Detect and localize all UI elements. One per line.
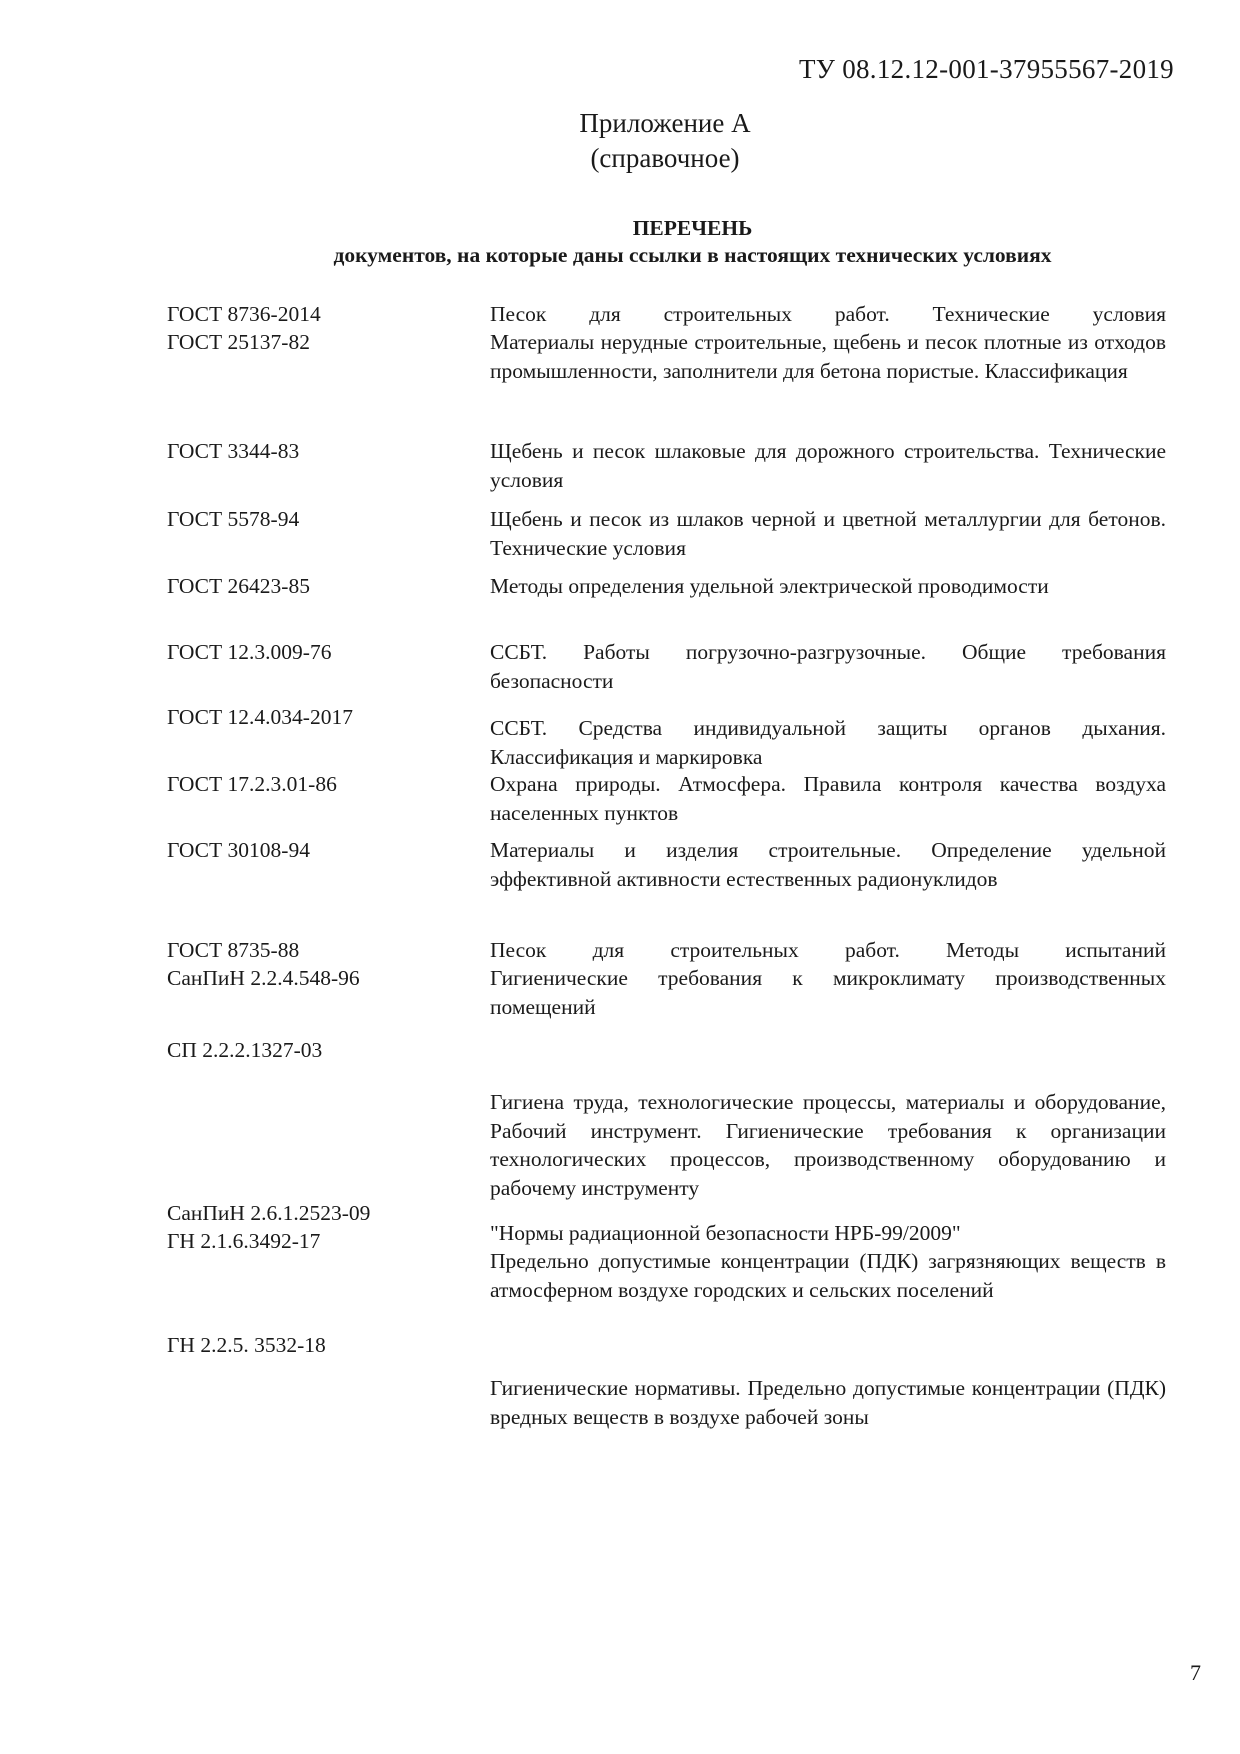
doc-title: ССБТ. Работы погрузочно-разгрузочные. Общие требования безопасности (490, 640, 1166, 693)
doc-code: СанПиН 2.2.4.548-96 (167, 966, 360, 990)
doc-title: Гигиена труда, технологические процессы, материалы и оборудование, Рабочий инструмент. Гигиенические требования к организации технологических процессов, производственному оборудованию и рабочему инструменту (490, 1090, 1166, 1200)
doc-title: Песок для строительных работ. Методы испытаний (490, 938, 1166, 962)
appendix-note: (справочное) (590, 143, 740, 173)
doc-code: ГОСТ 26423-85 (167, 574, 310, 598)
doc-code: ГОСТ 12.3.009-76 (167, 640, 332, 664)
doc-title: Охрана природы. Атмосфера. Правила контроля качества воздуха населенных пунктов (490, 772, 1166, 825)
doc-title: "Нормы радиационной безопасности НРБ-99/2009" (490, 1221, 961, 1245)
doc-title: Песок для строительных работ. Технические условия (490, 302, 1166, 326)
doc-code: ГОСТ 17.2.3.01-86 (167, 772, 337, 796)
doc-code: ГОСТ 30108-94 (167, 838, 310, 862)
doc-code: ГОСТ 12.4.034-2017 (167, 705, 353, 729)
doc-code: СанПиН 2.6.1.2523-09 (167, 1201, 371, 1225)
list-title: ПЕРЕЧЕНЬ (632, 216, 753, 240)
doc-code: ГОСТ 3344-83 (167, 439, 300, 463)
doc-code: ГН 2.2.5. 3532-18 (167, 1333, 326, 1357)
doc-title: Методы определения удельной электрической проводимости (490, 574, 1049, 598)
doc-code: ГН 2.1.6.3492-17 (167, 1229, 321, 1253)
doc-title: Щебень и песок из шлаков черной и цветной металлургии для бетонов. Технические условия (490, 507, 1166, 560)
doc-title: Гигиенические требования к микроклимату производственных помещений (490, 966, 1166, 1019)
doc-title: Материалы и изделия строительные. Определение удельной эффективной активности естественных радионуклидов (490, 838, 1166, 891)
document-number: ТУ 08.12.12-001-37955567-2019 (798, 54, 1174, 84)
doc-code: СП 2.2.2.1327-03 (167, 1038, 323, 1062)
list-subtitle: документов, на которые даны ссылки в настоящих технических условиях (333, 243, 1052, 267)
doc-title: ССБТ. Средства индивидуальной защиты органов дыхания. Классификация и маркировка (490, 716, 1166, 769)
doc-title: Щебень и песок шлаковые для дорожного строительства. Технические условия (490, 439, 1166, 492)
page-number: 7 (1190, 1660, 1201, 1685)
doc-code: ГОСТ 8735-88 (167, 938, 300, 962)
doc-code: ГОСТ 5578-94 (167, 507, 300, 531)
doc-code: ГОСТ 8736-2014 (167, 302, 321, 326)
doc-title: Гигиенические нормативы. Предельно допустимые концентрации (ПДК) вредных веществ в воздухе рабочей зоны (490, 1376, 1166, 1429)
appendix-title: Приложение А (579, 108, 751, 138)
doc-title: Материалы нерудные строительные, щебень и песок плотные из отходов промышленности, заполнители для бетона пористые. Классификация (490, 330, 1166, 383)
doc-code: ГОСТ 25137-82 (167, 330, 310, 354)
doc-title: Предельно допустимые концентрации (ПДК) загрязняющих веществ в атмосферном воздухе городских и сельских поселений (490, 1249, 1166, 1302)
